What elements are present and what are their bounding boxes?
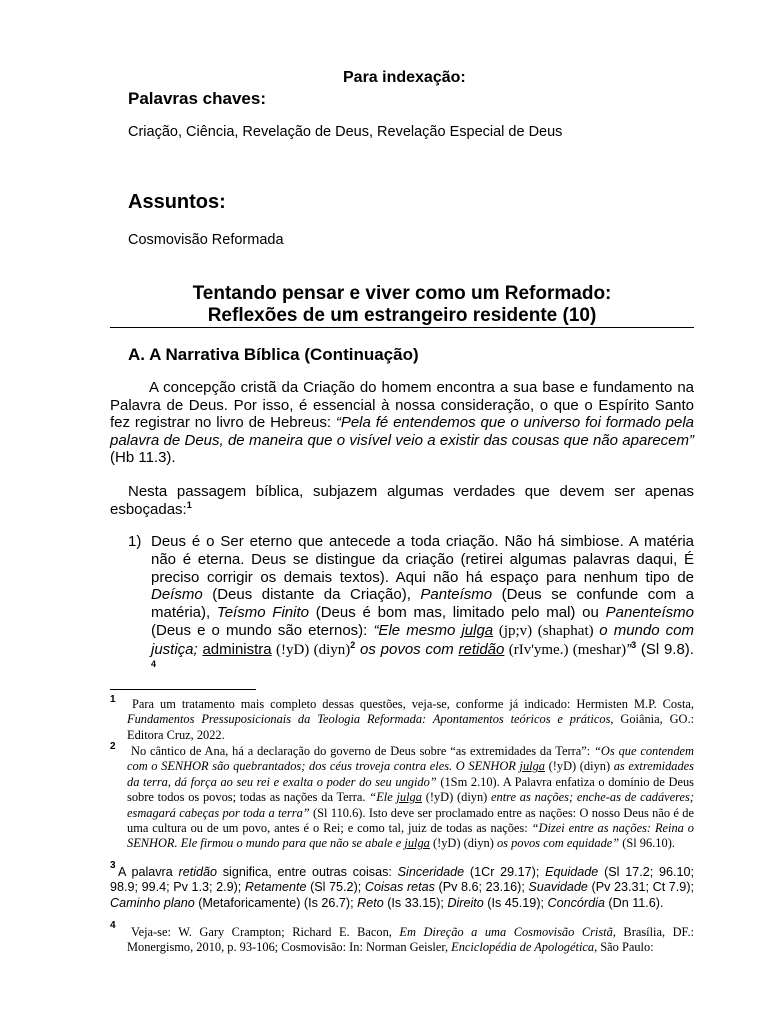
p1-ref: (Hb 11.3). — [110, 449, 176, 467]
fn3-ref-5: (Pv 23.31; Ct 7.9); — [587, 880, 695, 895]
fn3-retidao: retidão — [178, 865, 218, 879]
list-item-1 — [151, 533, 694, 677]
fn3-ref-2: (Sl 17.2; 96.10; 98.9; 99.4; Pv 1.3; 2.9); — [110, 865, 694, 895]
footnote-separator — [110, 689, 256, 690]
fn2-hebrew-1: (!yD) (diyn) — [545, 759, 614, 774]
li-panteismo: Panteísmo — [420, 586, 493, 604]
fn2-text-c: (Sl 110.6). Isto deve ser proclamado entre as nações: O nosso Deus não é de uma cultura ou de um povo, antes é o Rei; e como tal, juiz de todas as nações: — [127, 805, 694, 836]
fn2-hebrew-2: (!yD) (diyn) — [421, 790, 492, 805]
li-text-3: (Deus se confunde com a matéria), — [151, 586, 695, 622]
fn3-word-5: Suavidade — [528, 880, 588, 895]
li-julga: julga — [461, 621, 494, 639]
fn3-word-7: Reto — [357, 895, 384, 910]
article-title — [110, 283, 694, 327]
fn2-quote-5: “Dizei entre as nações: Reina o SENHOR. Ele firmou o mundo para que não se abale e — [127, 821, 694, 851]
li-quote-3: os povos com — [355, 640, 459, 658]
section-heading: A. A Narrativa Bíblica (Continuação) — [128, 345, 419, 364]
keywords-heading: Palavras chaves: — [128, 89, 266, 108]
fn4-text-c: São Paulo: — [597, 940, 654, 955]
footnote-1 — [127, 697, 694, 743]
fn1-title: Fundamentos Pressuposicionais da Teologia Reformada: Apontamentos teóricos e práticos, — [127, 712, 614, 727]
footnote-ref-4[interactable]: 4 — [151, 658, 157, 669]
li-panenteismo: Panenteísmo — [605, 604, 694, 622]
fn3-text-b: significa, entre outras coisas: — [217, 865, 398, 879]
keywords-text: Criação, Ciência, Revelação de Deus, Revelação Especial de Deus — [128, 124, 563, 140]
fn2-text-d: (Sl 96.10). — [619, 836, 675, 851]
list-number: 1) — [128, 533, 142, 550]
li-quote-1: “Ele mesmo — [373, 621, 462, 639]
footnote-ref-1[interactable]: 1 — [186, 499, 192, 510]
fn3-word-3: Retamente — [244, 880, 307, 895]
fn3-word-2: Equidade — [545, 865, 599, 879]
p2-text: Nesta passagem bíblica, subjazem algumas verdades que devem ser apenas esboçadas: — [110, 483, 694, 518]
footnote-2 — [127, 744, 694, 852]
fn3-word-4: Coisas retas — [364, 880, 435, 895]
paragraph-2 — [110, 483, 694, 518]
fn3-ref-3: (Sl 75.2); — [306, 880, 365, 895]
li-administra: administra — [202, 640, 272, 658]
footnote-3 — [110, 865, 694, 911]
title-line-2: Reflexões de um estrangeiro residente (10) — [207, 305, 597, 326]
footnote-2-number: 2 — [110, 741, 116, 752]
li-ref: (Sl 9.8). — [636, 640, 694, 658]
fn3-ref-1: (1Cr 29.17); — [464, 865, 546, 879]
fn1-pub: Goiânia, GO.: Editora Cruz, 2022. — [127, 712, 695, 742]
fn2-julga-1: julga — [519, 759, 545, 774]
fn2-julga-2: julga — [396, 790, 422, 805]
fn4-text-a: Veja-se: W. Gary Crampton; Richard E. Bacon, — [131, 925, 400, 939]
title-line-1: Tentando pensar e viver como um Reformado: — [192, 283, 612, 304]
footnote-ref-2[interactable]: 2 — [350, 639, 356, 650]
subjects-text: Cosmovisão Reformada — [128, 232, 284, 248]
fn1-text: Para um tratamento mais completo dessas questões, veja-se, conforme já indicado: Hermisten M.P. Costa, — [132, 697, 694, 711]
footnote-4 — [127, 925, 694, 956]
footnote-1-number: 1 — [110, 694, 116, 705]
li-deismo: Deísmo — [151, 586, 203, 604]
li-retidao: retidão — [458, 640, 505, 658]
fn3-word-1: Sinceridade — [397, 865, 465, 879]
fn4-title-2: Enciclopédia de Apologética, — [451, 940, 598, 955]
fn3-word-8: Direito — [447, 895, 484, 910]
p1-quote: “Pela fé entendemos que o universo foi formado pela palavra de Deus, de maneira que o visível veio a existir das cousas que não aparecem” — [110, 414, 694, 449]
fn2-hebrew-3: (!yD) (diyn) — [429, 836, 497, 851]
li-hebrew-2: (!yD) (diyn) — [271, 641, 351, 658]
fn4-title: Em Direção a uma Cosmovisão Cristã — [399, 925, 613, 939]
li-text-2: (Deus distante da Criação), — [202, 586, 421, 604]
fn2-text-a: No cântico de Ana, há a declaração do governo de Deus sobre “as extremidades da Terra”: — [131, 744, 595, 758]
li-hebrew-1: (jp;v) (shaphat) — [493, 622, 600, 639]
footnote-3-number: 3 — [110, 860, 116, 871]
title-underline — [110, 327, 694, 328]
footnote-ref-3[interactable]: 3 — [631, 639, 637, 650]
paragraph-1 — [110, 379, 694, 467]
fn3-ref-7: (Is 33.15); — [383, 895, 448, 910]
fn2-text-b: (1Sm 2.10). A Palavra enfatiza o domínio de Deus sobre todos os povos; todas as nações da Terra. — [127, 774, 694, 805]
fn3-word-9: Concórdia — [547, 895, 605, 910]
fn2-julga-3: julga — [404, 836, 430, 851]
li-text-1: Deus é o Ser eterno que antecede a toda criação. Não há simbiose. A matéria não é eterna. Deus se distingue da criação (retirei algumas palavras daqui, É preciso corrigir os demais textos). Aqui não há espaço para nenhum tipo de — [151, 533, 694, 586]
fn3-ref-8: (Is 45.19); — [483, 895, 548, 910]
p1-text: A concepção cristã da Criação do homem encontra a sua base e fundamento na Palavra de Deus. Por isso, é essencial à nossa consideração, o que o Espírito Santo fez registrar no livro de Hebreus: — [110, 379, 694, 432]
fn2-quote-2: as extremidades da terra, dá força ao seu rei e exalta o poder do seu ungido” — [127, 759, 694, 789]
fn3-ref-6: (Metaforicamente) (Is 26.7); — [194, 895, 358, 910]
li-hebrew-3: (rIv'yme.) (meshar) — [504, 641, 627, 658]
fn2-quote-6: os povos com equidade” — [496, 836, 620, 851]
fn3-text-a: A palavra — [118, 865, 179, 879]
fn4-text-b: , Brasília, DF.: Monergismo, 2010, p. 93-106; Cosmovisão: In: Norman Geisler, — [127, 925, 694, 955]
li-text-4: (Deus é bom mas, limitado pelo mal) ou — [308, 604, 606, 622]
li-teismo: Teísmo Finito — [216, 604, 309, 622]
subjects-heading: Assuntos: — [128, 191, 226, 213]
fn3-ref-9: (Dn 11.6). — [604, 895, 664, 910]
fn3-word-6: Caminho plano — [110, 895, 195, 910]
fn2-quote-3: “Ele — [369, 790, 397, 805]
fn3-ref-4: (Pv 8.6; 23.16); — [434, 880, 529, 895]
index-heading: Para indexação: — [343, 69, 466, 86]
footnote-4-number: 4 — [110, 920, 116, 931]
fn2-quote-4: entre as nações; enche-as de cadáveres; esmagará cabeças por toda a terra” — [127, 790, 694, 820]
li-quote-4: ” — [626, 640, 632, 658]
li-quote-2: o mundo com justiça; — [151, 621, 695, 658]
li-text-5: (Deus e o mundo são eternos): — [151, 621, 374, 639]
fn2-quote-1: “Os que contendem com o SENHOR são quebrantados; dos céus troveja contra eles. O SENHOR — [127, 744, 694, 774]
